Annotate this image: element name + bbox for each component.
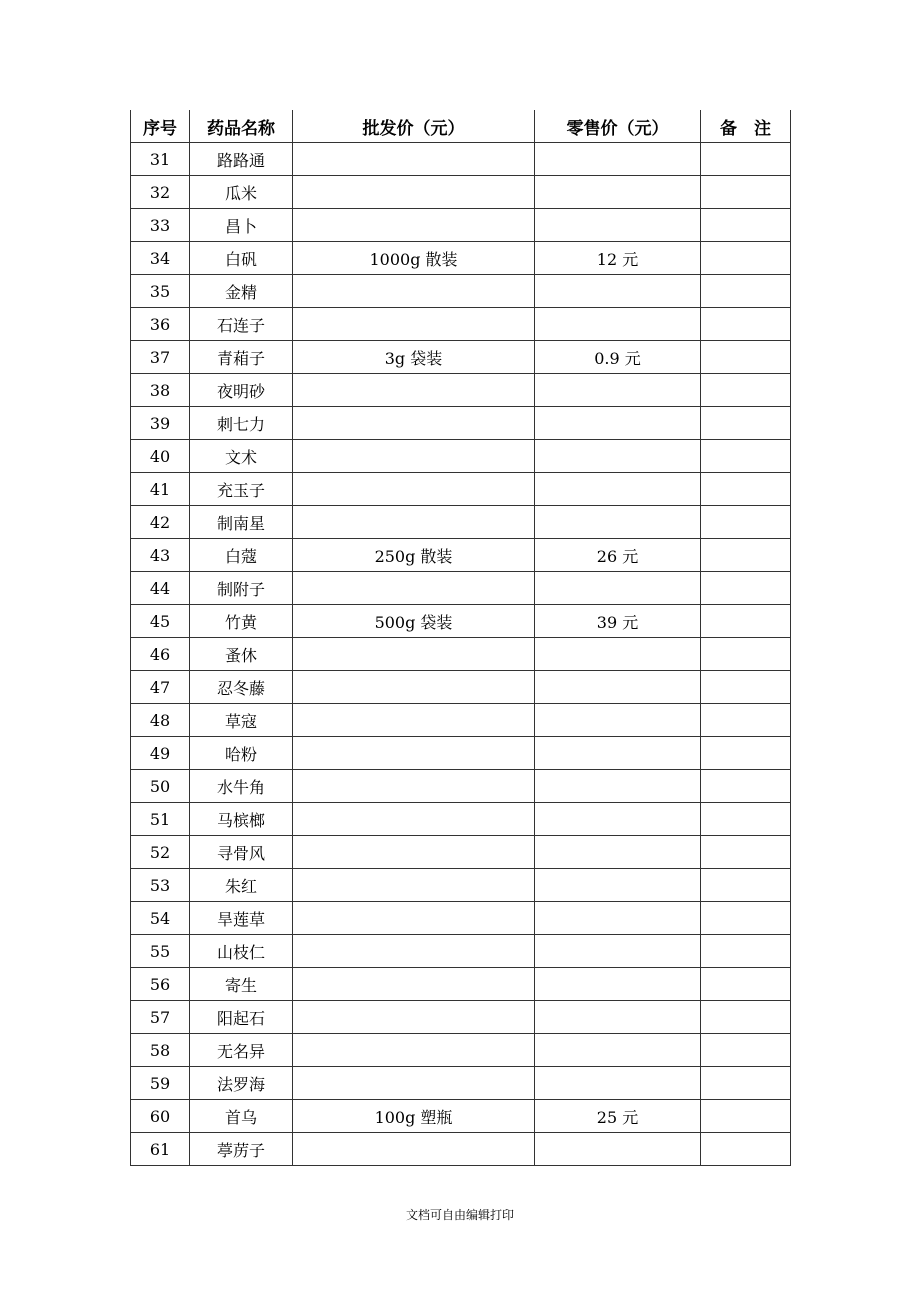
cell-retail-price (535, 803, 701, 836)
cell-no: 49 (131, 737, 190, 770)
cell-remark (701, 803, 791, 836)
cell-wholesale-price: 1000g 散装 (293, 242, 535, 275)
header-remark: 备 注 (701, 110, 791, 143)
cell-remark (701, 737, 791, 770)
cell-no: 42 (131, 506, 190, 539)
cell-drug-name: 制附子 (190, 572, 293, 605)
cell-drug-name: 文术 (190, 440, 293, 473)
table-row (131, 704, 791, 737)
cell-remark (701, 242, 791, 275)
table-row (131, 539, 791, 572)
cell-retail-price: 0.9 元 (535, 341, 701, 374)
cell-retail-price: 39 元 (535, 605, 701, 638)
cell-retail-price (535, 836, 701, 869)
table-row (131, 176, 791, 209)
cell-retail-price: 12 元 (535, 242, 701, 275)
cell-no: 32 (131, 176, 190, 209)
cell-wholesale-price (293, 902, 535, 935)
cell-no: 36 (131, 308, 190, 341)
cell-drug-name: 昌卜 (190, 209, 293, 242)
cell-wholesale-price (293, 1001, 535, 1034)
cell-drug-name: 瓜米 (190, 176, 293, 209)
cell-wholesale-price (293, 836, 535, 869)
cell-retail-price (535, 902, 701, 935)
cell-no: 34 (131, 242, 190, 275)
table-row (131, 473, 791, 506)
table-row (131, 968, 791, 1001)
cell-remark (701, 869, 791, 902)
cell-remark (701, 176, 791, 209)
cell-no: 60 (131, 1100, 190, 1133)
cell-wholesale-price (293, 407, 535, 440)
table-row (131, 308, 791, 341)
cell-drug-name: 山枝仁 (190, 935, 293, 968)
cell-retail-price (535, 671, 701, 704)
cell-wholesale-price (293, 473, 535, 506)
cell-drug-name: 刺七力 (190, 407, 293, 440)
cell-remark (701, 1001, 791, 1034)
table-header-row (131, 110, 791, 143)
cell-wholesale-price (293, 671, 535, 704)
cell-retail-price (535, 275, 701, 308)
cell-drug-name: 哈粉 (190, 737, 293, 770)
cell-wholesale-price (293, 143, 535, 176)
cell-wholesale-price: 3g 袋装 (293, 341, 535, 374)
cell-drug-name: 石连子 (190, 308, 293, 341)
cell-retail-price (535, 473, 701, 506)
cell-wholesale-price (293, 803, 535, 836)
cell-no: 51 (131, 803, 190, 836)
cell-remark (701, 506, 791, 539)
cell-wholesale-price (293, 704, 535, 737)
cell-remark (701, 1034, 791, 1067)
table-row (131, 341, 791, 374)
cell-retail-price (535, 407, 701, 440)
cell-no: 44 (131, 572, 190, 605)
cell-wholesale-price (293, 1067, 535, 1100)
cell-no: 38 (131, 374, 190, 407)
cell-remark (701, 1100, 791, 1133)
cell-no: 41 (131, 473, 190, 506)
cell-no: 48 (131, 704, 190, 737)
table-row (131, 671, 791, 704)
cell-no: 54 (131, 902, 190, 935)
cell-drug-name: 路路通 (190, 143, 293, 176)
cell-drug-name: 葶苈子 (190, 1133, 293, 1166)
cell-remark (701, 770, 791, 803)
cell-drug-name: 竹黄 (190, 605, 293, 638)
cell-retail-price (535, 143, 701, 176)
cell-wholesale-price (293, 1133, 535, 1166)
cell-remark (701, 902, 791, 935)
cell-wholesale-price (293, 440, 535, 473)
cell-retail-price (535, 737, 701, 770)
cell-drug-name: 首乌 (190, 1100, 293, 1133)
cell-wholesale-price (293, 737, 535, 770)
table-row (131, 440, 791, 473)
cell-remark (701, 638, 791, 671)
header-wholesale-price: 批发价（元） (293, 110, 535, 143)
header-no: 序号 (131, 110, 190, 143)
cell-no: 45 (131, 605, 190, 638)
cell-retail-price: 26 元 (535, 539, 701, 572)
cell-wholesale-price: 250g 散装 (293, 539, 535, 572)
cell-drug-name: 白矾 (190, 242, 293, 275)
cell-drug-name: 马槟榔 (190, 803, 293, 836)
table-row (131, 506, 791, 539)
cell-drug-name: 白蔻 (190, 539, 293, 572)
cell-drug-name: 阳起石 (190, 1001, 293, 1034)
cell-remark (701, 374, 791, 407)
cell-wholesale-price (293, 275, 535, 308)
cell-retail-price: 25 元 (535, 1100, 701, 1133)
cell-wholesale-price: 500g 袋装 (293, 605, 535, 638)
cell-no: 43 (131, 539, 190, 572)
cell-remark (701, 1067, 791, 1100)
cell-retail-price (535, 869, 701, 902)
cell-remark (701, 935, 791, 968)
cell-remark (701, 275, 791, 308)
table-row (131, 605, 791, 638)
table-row (131, 770, 791, 803)
table-row (131, 935, 791, 968)
cell-drug-name: 无名异 (190, 1034, 293, 1067)
cell-remark (701, 968, 791, 1001)
table-row (131, 1100, 791, 1133)
table-row (131, 143, 791, 176)
cell-wholesale-price (293, 209, 535, 242)
cell-remark (701, 143, 791, 176)
cell-no: 53 (131, 869, 190, 902)
cell-remark (701, 209, 791, 242)
table-row (131, 1067, 791, 1100)
cell-drug-name: 朱红 (190, 869, 293, 902)
cell-remark (701, 341, 791, 374)
cell-remark (701, 572, 791, 605)
cell-remark (701, 836, 791, 869)
cell-wholesale-price (293, 308, 535, 341)
table-row (131, 869, 791, 902)
cell-no: 58 (131, 1034, 190, 1067)
cell-wholesale-price (293, 638, 535, 671)
table-row (131, 407, 791, 440)
cell-no: 55 (131, 935, 190, 968)
cell-no: 50 (131, 770, 190, 803)
cell-retail-price (535, 935, 701, 968)
table-row (131, 737, 791, 770)
header-retail-price: 零售价（元） (535, 110, 701, 143)
drug-price-table (130, 110, 791, 1166)
cell-drug-name: 充玉子 (190, 473, 293, 506)
cell-retail-price (535, 968, 701, 1001)
cell-no: 37 (131, 341, 190, 374)
cell-remark (701, 1133, 791, 1166)
table-row (131, 572, 791, 605)
cell-remark (701, 407, 791, 440)
cell-drug-name: 草寇 (190, 704, 293, 737)
cell-drug-name: 水牛角 (190, 770, 293, 803)
cell-wholesale-price (293, 374, 535, 407)
cell-drug-name: 金精 (190, 275, 293, 308)
cell-retail-price (535, 1067, 701, 1100)
cell-wholesale-price (293, 968, 535, 1001)
table-row (131, 275, 791, 308)
cell-no: 52 (131, 836, 190, 869)
cell-wholesale-price (293, 176, 535, 209)
cell-drug-name: 法罗海 (190, 1067, 293, 1100)
cell-retail-price (535, 572, 701, 605)
cell-no: 31 (131, 143, 190, 176)
cell-wholesale-price (293, 506, 535, 539)
cell-remark (701, 704, 791, 737)
cell-drug-name: 夜明砂 (190, 374, 293, 407)
cell-retail-price (535, 770, 701, 803)
cell-wholesale-price (293, 935, 535, 968)
cell-no: 57 (131, 1001, 190, 1034)
cell-remark (701, 605, 791, 638)
cell-remark (701, 473, 791, 506)
cell-wholesale-price (293, 869, 535, 902)
cell-wholesale-price (293, 572, 535, 605)
cell-retail-price (535, 704, 701, 737)
table-row (131, 803, 791, 836)
table-row (131, 374, 791, 407)
cell-retail-price (535, 308, 701, 341)
table-row (131, 1001, 791, 1034)
cell-no: 56 (131, 968, 190, 1001)
cell-drug-name: 寻骨风 (190, 836, 293, 869)
cell-retail-price (535, 374, 701, 407)
cell-wholesale-price: 100g 塑瓶 (293, 1100, 535, 1133)
cell-remark (701, 539, 791, 572)
cell-no: 61 (131, 1133, 190, 1166)
cell-no: 39 (131, 407, 190, 440)
table-row (131, 638, 791, 671)
cell-retail-price (535, 1001, 701, 1034)
header-drug-name: 药品名称 (190, 110, 293, 143)
cell-remark (701, 440, 791, 473)
cell-no: 47 (131, 671, 190, 704)
table-row (131, 902, 791, 935)
table-row (131, 209, 791, 242)
table-row (131, 836, 791, 869)
cell-no: 46 (131, 638, 190, 671)
cell-retail-price (535, 176, 701, 209)
cell-retail-price (535, 638, 701, 671)
cell-wholesale-price (293, 770, 535, 803)
cell-retail-price (535, 1133, 701, 1166)
cell-no: 40 (131, 440, 190, 473)
cell-wholesale-price (293, 1034, 535, 1067)
cell-retail-price (535, 440, 701, 473)
cell-drug-name: 寄生 (190, 968, 293, 1001)
cell-remark (701, 671, 791, 704)
table-row (131, 1034, 791, 1067)
cell-no: 35 (131, 275, 190, 308)
cell-drug-name: 忍冬藤 (190, 671, 293, 704)
cell-drug-name: 青葙子 (190, 341, 293, 374)
cell-retail-price (535, 1034, 701, 1067)
table-body (131, 143, 791, 1166)
footer-note: 文档可自由编辑打印 (405, 1208, 514, 1222)
cell-drug-name: 旱莲草 (190, 902, 293, 935)
cell-retail-price (535, 506, 701, 539)
table-row (131, 1133, 791, 1166)
cell-remark (701, 308, 791, 341)
cell-drug-name: 制南星 (190, 506, 293, 539)
cell-retail-price (535, 209, 701, 242)
cell-drug-name: 蚤休 (190, 638, 293, 671)
table-row (131, 242, 791, 275)
cell-no: 59 (131, 1067, 190, 1100)
cell-no: 33 (131, 209, 190, 242)
